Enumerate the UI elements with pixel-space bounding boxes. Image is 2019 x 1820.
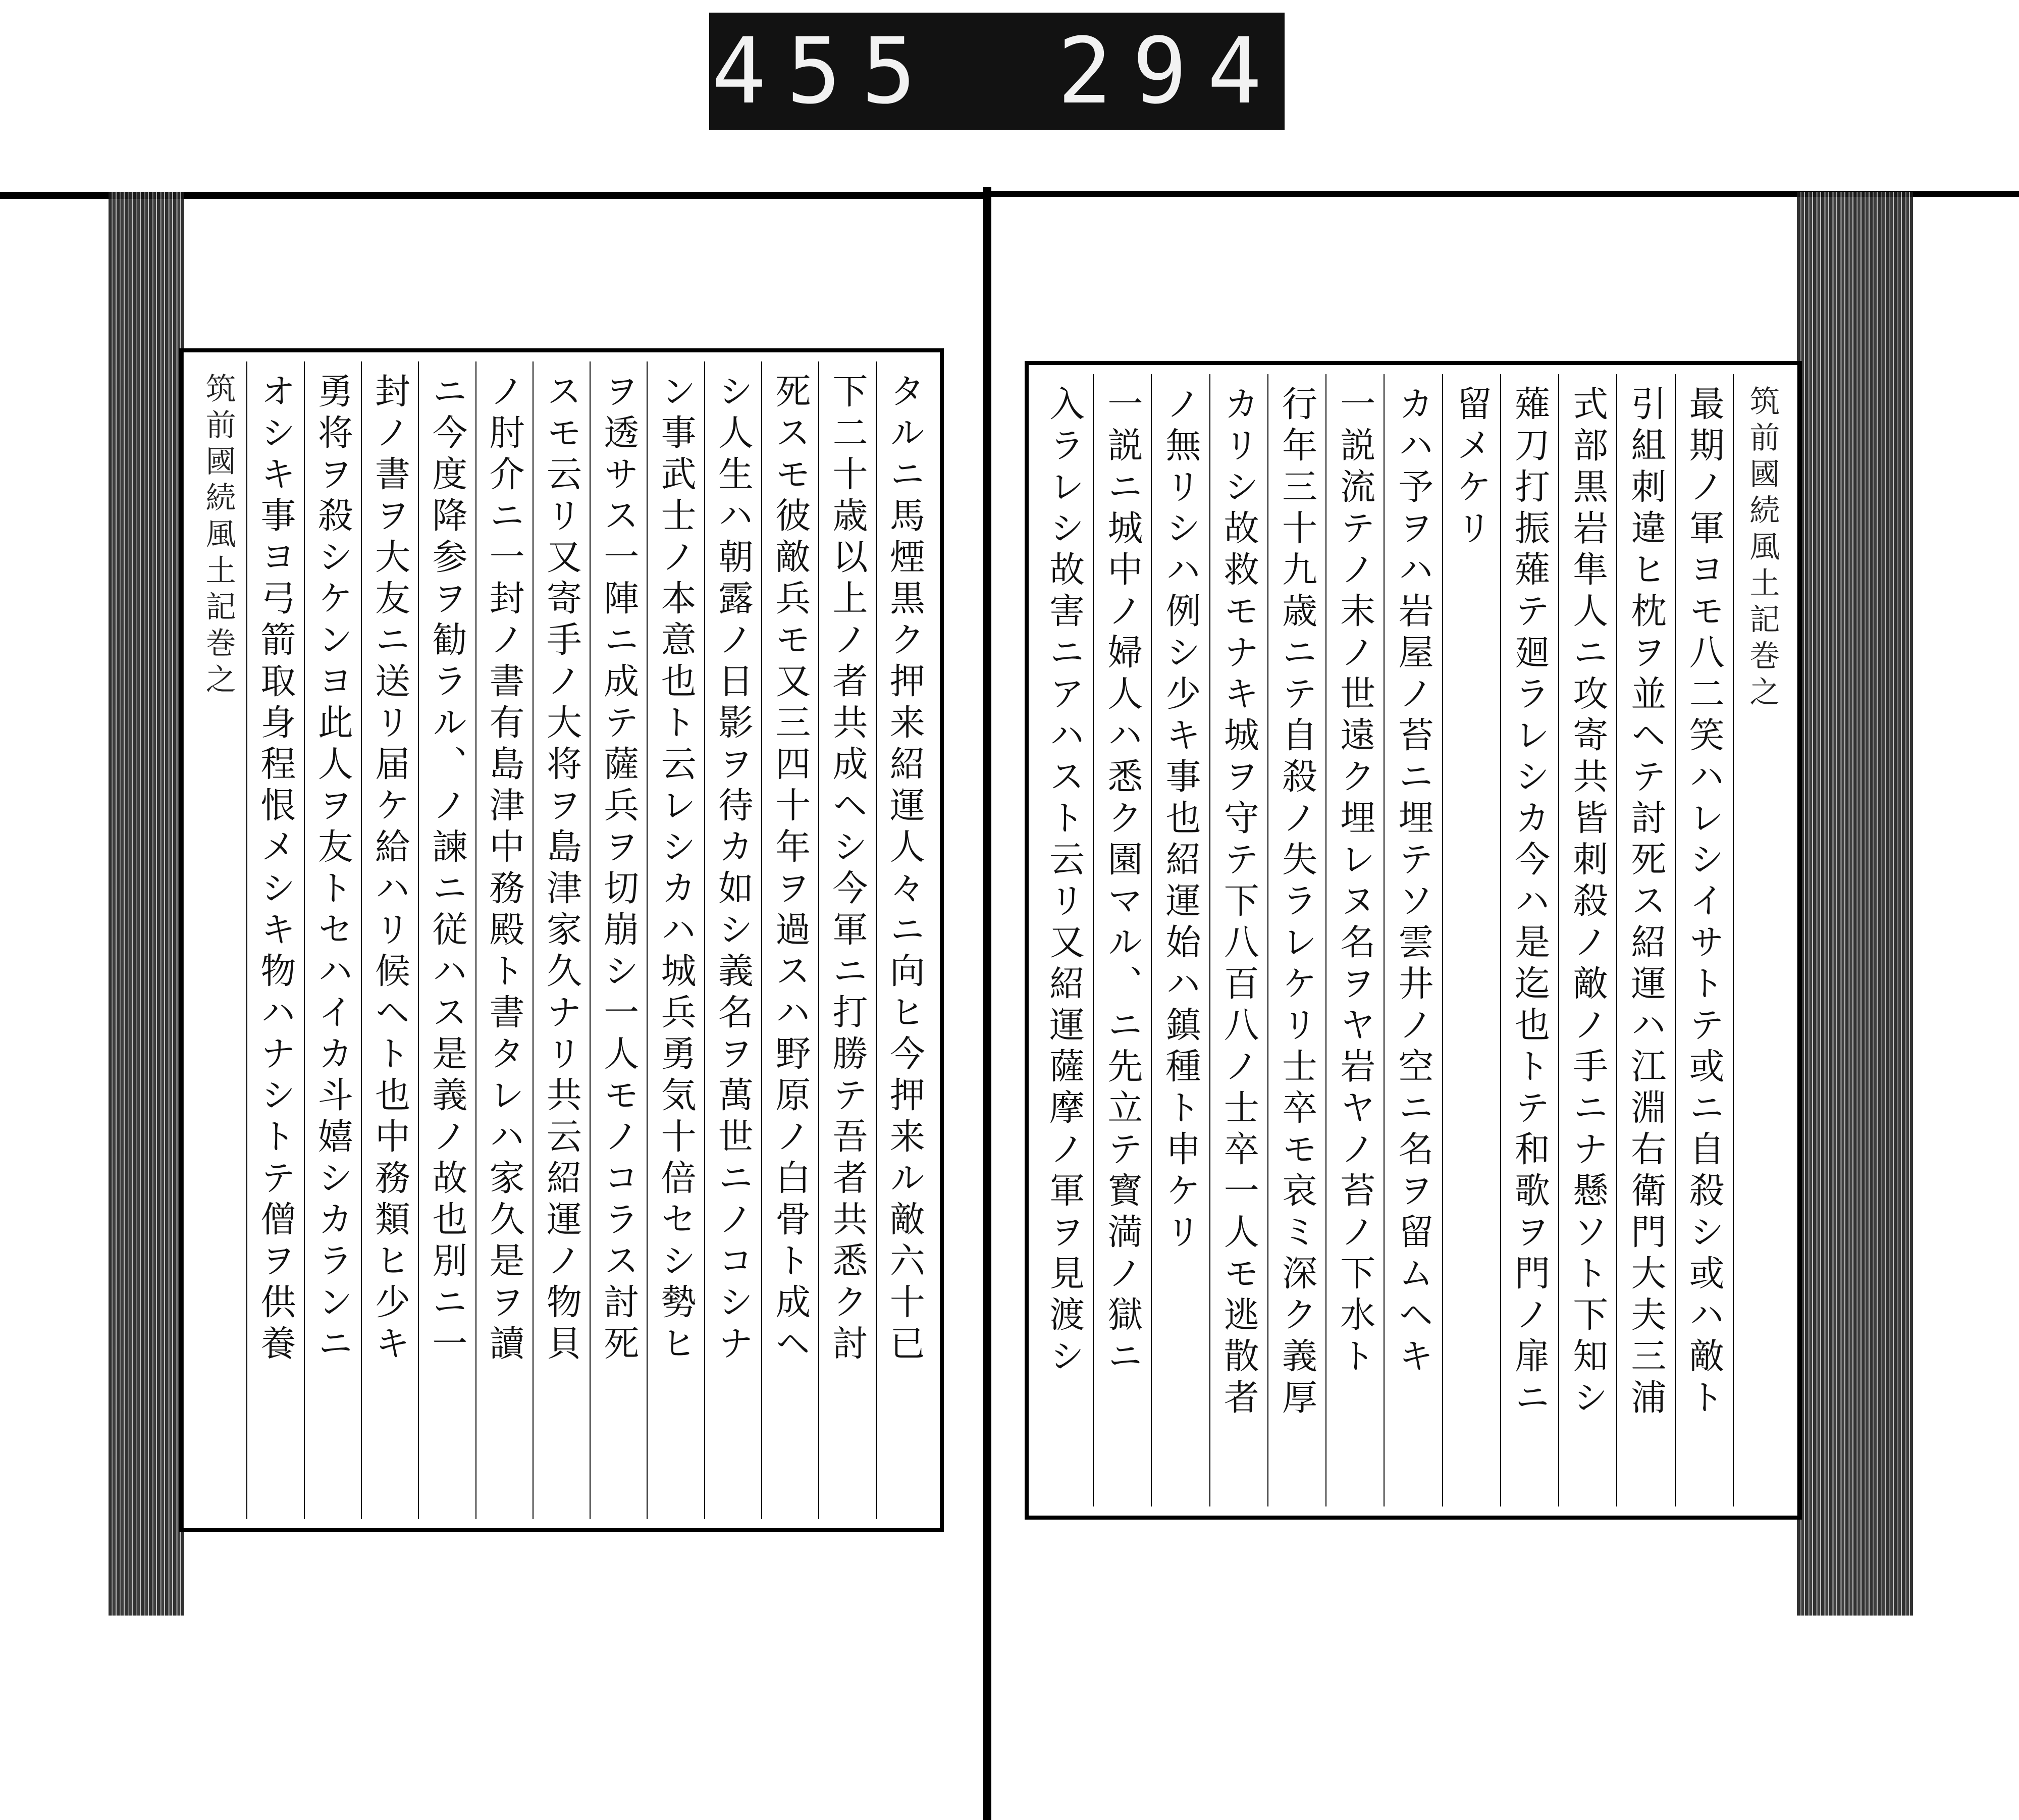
left-column: ノ肘介ニ一封ノ書有島津中務殿ト書タレハ家久是ヲ讀 <box>475 361 533 1519</box>
right-column: カリシ故救モナキ城ヲ守テ下八百八ノ士卒一人モ逃散者 <box>1209 374 1267 1506</box>
left-column: シ人生ハ朝露ノ日影ヲ待カ如シ義名ヲ萬世ニノコシナ <box>704 361 761 1519</box>
left-column: ニ今度降参ヲ勧ラル、ノ諫ニ従ハス是義ノ故也別ニ一 <box>418 361 475 1519</box>
right-page-text-block <box>1025 361 1802 1520</box>
right-column: カハ予ヲハ岩屋ノ苔ニ埋テソ雲井ノ空ニ名ヲ留ムヘキ <box>1384 374 1442 1506</box>
left-column: 勇将ヲ殺シケンヨ此人ヲ友トセハイカ斗嬉シカランニ <box>304 361 361 1519</box>
right-page-header: 筑前國続風土記巻之 <box>1733 374 1791 1506</box>
right-column: 最期ノ軍ヨモ八二笑ハレシイサトテ或ニ自殺シ或ハ敵ト <box>1675 374 1733 1506</box>
left-column: スモ云リ又寄手ノ大将ヲ島津家久ナリ共云紹運ノ物貝 <box>533 361 590 1519</box>
left-column: オシキ事ヨ弓箭取身程恨メシキ物ハナシトテ僧ヲ供養 <box>246 361 303 1519</box>
book-gutter <box>983 187 991 1820</box>
page-number-label <box>709 13 1285 130</box>
left-column: 死スモ彼敵兵モ又三四十年ヲ過スハ野原ノ白骨ト成ヘ <box>761 361 818 1519</box>
right-column: 一説流テノ末ノ世遠ク埋レヌ名ヲヤ岩ヤノ苔ノ下水ト <box>1325 374 1384 1506</box>
left-column: 封ノ書ヲ大友ニ送リ届ケ給ハリ候ヘト也中務類ヒ少キ <box>361 361 418 1519</box>
right-fore-edge <box>1797 192 1913 1616</box>
right-column: 引組刺違ヒ枕ヲ並ヘテ討死ス紹運ハ江淵右衛門大夫三浦 <box>1616 374 1674 1506</box>
right-column: 一説ニ城中ノ婦人ハ悉ク園マル、ニ先立テ寳満ノ獄ニ <box>1093 374 1151 1506</box>
left-column: タルニ馬煙黒ク押来紹運人々ニ向ヒ今押来ル敵六十已 <box>876 361 933 1519</box>
left-fore-edge <box>109 192 184 1616</box>
right-column: 行年三十九歳ニテ自殺ノ失ラレケリ士卒モ哀ミ深ク義厚 <box>1267 374 1325 1506</box>
right-column: 入ラレシ故害ニアハスト云リ又紹運薩摩ノ軍ヲ見渡シ <box>1043 385 1085 1379</box>
left-column: ヲ透サス一陣ニ成テ薩兵ヲ切崩シ一人モノコラス討死 <box>590 361 647 1519</box>
left-page-text-block <box>179 348 944 1532</box>
left-page-header: 筑前國続風土記巻之 <box>200 373 236 700</box>
right-column: ノ無リシハ例シ少キ事也紹運始ハ鎮種ト申ケリ <box>1151 374 1209 1506</box>
label-number-right: 294 <box>1057 18 1283 124</box>
label-number-left: 455 <box>711 18 936 124</box>
right-column: 式部黒岩隼人ニ攻寄共皆刺殺ノ敵ノ手ニナ懸ソト下知シ <box>1558 374 1616 1506</box>
left-column: 下二十歳以上ノ者共成ヘシ今軍ニ打勝テ吾者共悉ク討 <box>818 361 875 1519</box>
right-column: 薙刀打振薙テ廻ラレシカ今ハ是迄也トテ和歌ヲ門ノ扉ニ <box>1500 374 1558 1506</box>
right-column: 留メケリ <box>1442 374 1500 1506</box>
left-column: ン事武士ノ本意也ト云レシカハ城兵勇気十倍セシ勢ヒ <box>647 361 704 1519</box>
